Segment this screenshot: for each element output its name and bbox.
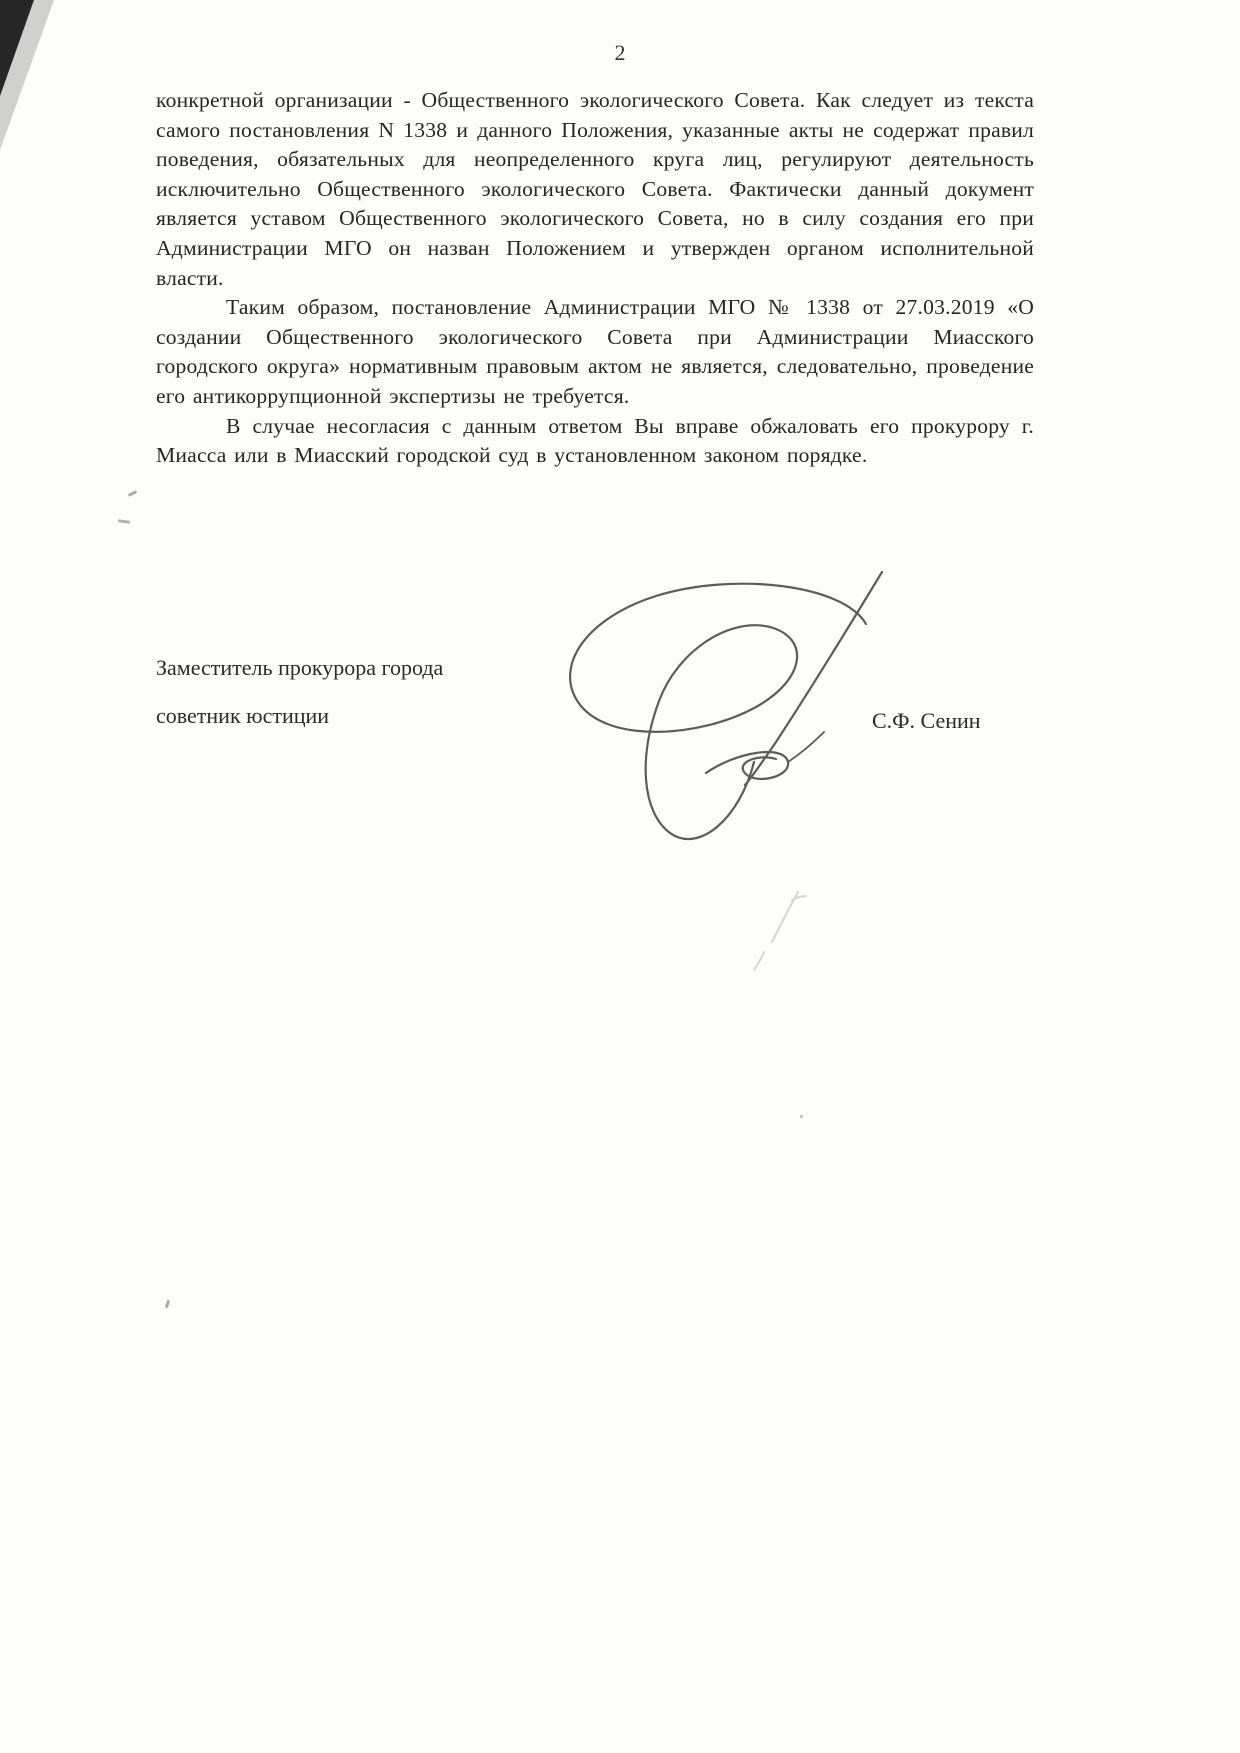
scan-speck: [800, 1115, 803, 1118]
paragraph: В случае несогласия с данным ответом Вы вправе обжаловать его прокурору г. Миасса или в Миасский городской суд в установленном законом порядке.: [156, 413, 1034, 468]
scan-speck: [128, 490, 137, 497]
signer-position-line1: Заместитель прокурора города: [156, 655, 444, 680]
signer-name: С.Ф. Сенин: [872, 708, 981, 733]
document-body: [156, 86, 1034, 471]
scan-smudge: [742, 886, 832, 976]
scan-speck: [165, 1300, 170, 1309]
paragraph: конкретной организации - Общественного экологического Совета. Как следует из текста самого постановления N 1338 и данного Положения, указанные акты не содержат правил поведения, обязательных для неопределенного круга лиц, регулируют деятельность исключительно Общественного экологического Совета. Фактически данный документ является уставом Общественного экологического Совета, но в силу создания его при Администрации МГО он назван Положением и утвержден органом исполнительной власти.: [156, 88, 1034, 290]
page-number: 2: [614, 40, 626, 65]
signer-position-line2: советник юстиции: [156, 703, 330, 728]
handwritten-signature: [548, 566, 898, 862]
scan-speck: [118, 519, 130, 524]
paragraph: Таким образом, постановление Администрации МГО № 1338 от 27.03.2019 «О создании Общественного экологического Совета при Администрации Миасского городского округа» нормативным правовым актом не является, следовательно, проведение его антикоррупционной экспертизы не требуется.: [156, 295, 1034, 408]
